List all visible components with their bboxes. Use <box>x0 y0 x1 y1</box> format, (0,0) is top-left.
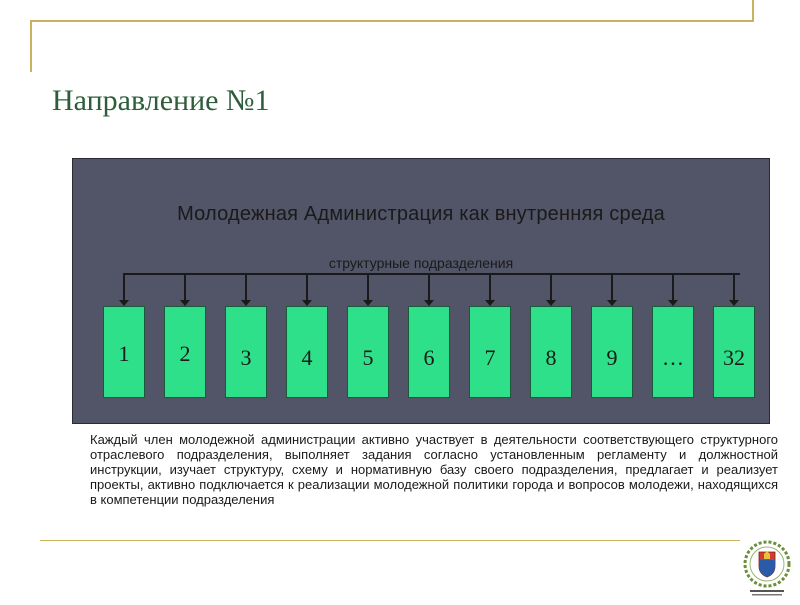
connector-arrow <box>424 300 434 306</box>
youth-administration-emblem-icon <box>740 538 794 600</box>
connector-arrow <box>119 300 129 306</box>
decorative-left-line <box>30 20 32 72</box>
connector-line <box>367 273 369 303</box>
diagram-subtitle: структурные подразделения <box>328 255 514 271</box>
decorative-right-line <box>752 0 754 22</box>
connector-line <box>611 273 613 303</box>
division-box: 2 <box>164 306 206 398</box>
division-box: … <box>652 306 694 398</box>
decorative-bottom-line <box>40 540 740 541</box>
connector-arrow <box>546 300 556 306</box>
connector-arrow <box>485 300 495 306</box>
slide-title: Направление №1 <box>52 84 270 117</box>
connector-line <box>184 273 186 303</box>
connector-arrow <box>607 300 617 306</box>
connector-line <box>428 273 430 303</box>
connector-bus <box>123 273 740 275</box>
division-box: 8 <box>530 306 572 398</box>
connector-line <box>550 273 552 303</box>
connector-arrow <box>729 300 739 306</box>
division-box: 3 <box>225 306 267 398</box>
connector-line <box>245 273 247 303</box>
division-box: 32 <box>713 306 755 398</box>
connector-arrow <box>363 300 373 306</box>
connector-arrow <box>241 300 251 306</box>
connector-line <box>123 273 125 303</box>
decorative-top-line <box>30 20 752 22</box>
division-box: 1 <box>103 306 145 398</box>
connector-arrow <box>180 300 190 306</box>
connector-line <box>733 273 735 303</box>
division-box: 5 <box>347 306 389 398</box>
connector-line <box>306 273 308 303</box>
diagram-title: Молодежная Администрация как внутренняя среда <box>177 203 665 225</box>
structure-diagram <box>72 158 770 424</box>
connector-arrow <box>668 300 678 306</box>
division-box: 6 <box>408 306 450 398</box>
division-box: 4 <box>286 306 328 398</box>
connector-line <box>489 273 491 303</box>
description-text: Каждый член молодежной администрации активно участвует в деятельности соответствующего структурного отраслевого подразделения, выполняет задания согласно установленным регламенту и должностной инструкции, изучает структуру, схему и нормативную базу своего подразделения, предлагает и реализует проекты, активно подключается к реализации молодежной политики города и вопросов молодежи, находящихся в компетенции подразделения <box>90 432 778 507</box>
division-box: 9 <box>591 306 633 398</box>
connector-line <box>672 273 674 303</box>
division-box: 7 <box>469 306 511 398</box>
connector-arrow <box>302 300 312 306</box>
